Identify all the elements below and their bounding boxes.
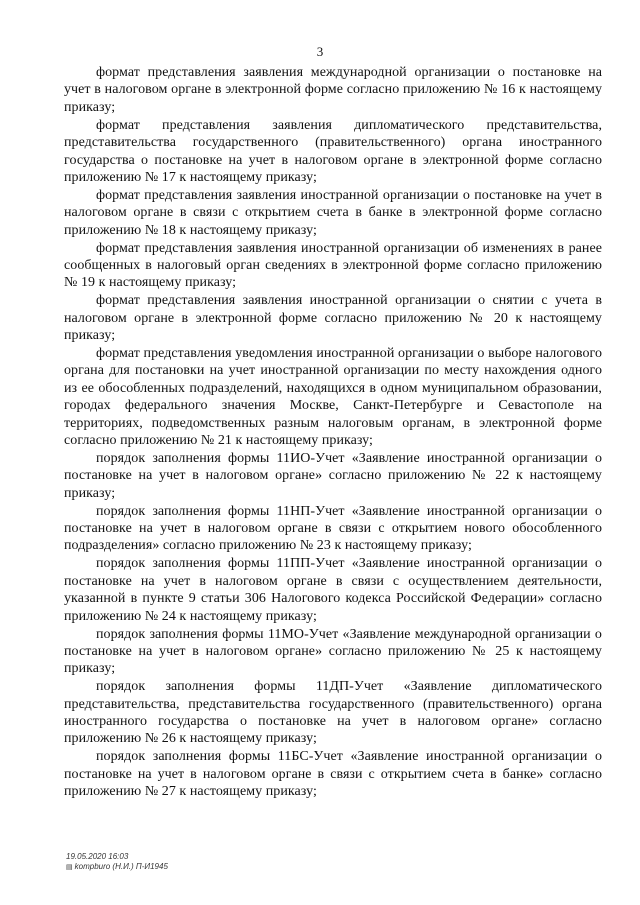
paragraph-5: формат представления заявления иностранной организации о снятии с учета в налоговом органе в электронной форме согласно приложению № 20 к настоящему приказу; (64, 293, 602, 344)
paragraph-1: формат представления заявления международной организации о постановке на учет в налоговом органе в электронной форме согласно приложению № 16 к настоящему приказу; (64, 65, 602, 115)
registration-stamp (66, 852, 168, 873)
paragraph-4: формат представления заявления иностранной организации об изменениях в ранее сообщенных в налоговый орган сведениях в электронной форме согласно приложению № 19 к настоящему приказу; (64, 240, 602, 291)
document-body (64, 64, 602, 801)
stamp-date: 19.05.2020 16:03 (66, 852, 129, 861)
paragraph-6: формат представления уведомления иностранной организации о выборе налогового органа для постановки на учет иностранной организации по месту нахождения одного из ее обособленных подразделений, находящихся в одном муниципальном образовании, городах федерального значения Москве, Санкт-Петербурге и Севастополе на территориях, подведомственных разным налоговым органам, в электронной форме согласно приложению № 21 к настоящему приказу; (64, 346, 602, 449)
paragraph-11: порядок заполнения формы 11ДП-Учет «Заявление дипломатического представительства, представительства государственного (правительственного) органа иностранного государства о постановке на учет в налоговом органе» согласно приложению № 26 к настоящему приказу; (64, 679, 602, 747)
stamp-user: kompburo (Н.И.) П-И1945 (74, 862, 168, 871)
paragraph-8: порядок заполнения формы 11НП-Учет «Заявление иностранной организации о постановке на учет в налоговом органе в связи с открытием нового обособленного подразделения» согласно приложению № 23 к настоящему приказу; (64, 503, 602, 554)
paragraph-12: порядок заполнения формы 11БС-Учет «Заявление иностранной организации о постановке на учет в налоговом органе в связи с открытием счета в банке» согласно приложению № 27 к настоящему приказу; (64, 749, 602, 800)
paragraph-10: порядок заполнения формы 11МО-Учет «Заявление международной организации о постановке на учет в налоговом органе» согласно приложению № 25 к настоящему приказу; (64, 626, 602, 677)
stamp-user-line (66, 862, 168, 873)
page-number: 3 (316, 44, 324, 59)
paragraph-9: порядок заполнения формы 11ПП-Учет «Заявление иностранной организации о постановке на учет в налоговом органе в связи с осуществлением деятельности, указанной в пункте 9 статьи 306 Налогового кодекса Российской Федерации» согласно приложению № 24 к настоящему приказу; (64, 556, 602, 624)
paragraph-2: формат представления заявления дипломатического представительства, представительства государственного (правительственного) органа иностранного государства о постановке на учет в налоговом органе в электронной форме согласно приложению № 17 к настоящему приказу; (64, 117, 602, 185)
document-icon: ▤ (66, 864, 73, 871)
paragraph-7: порядок заполнения формы 11ИО-Учет «Заявление иностранной организации о постановке на учет в налоговом органе» согласно приложению № 22 к настоящему приказу; (64, 450, 602, 501)
paragraph-3: формат представления заявления иностранной организации о постановке на учет в налоговом органе в связи с открытием счета в банке в электронной форме согласно приложению № 18 к настоящему приказу; (64, 187, 602, 238)
